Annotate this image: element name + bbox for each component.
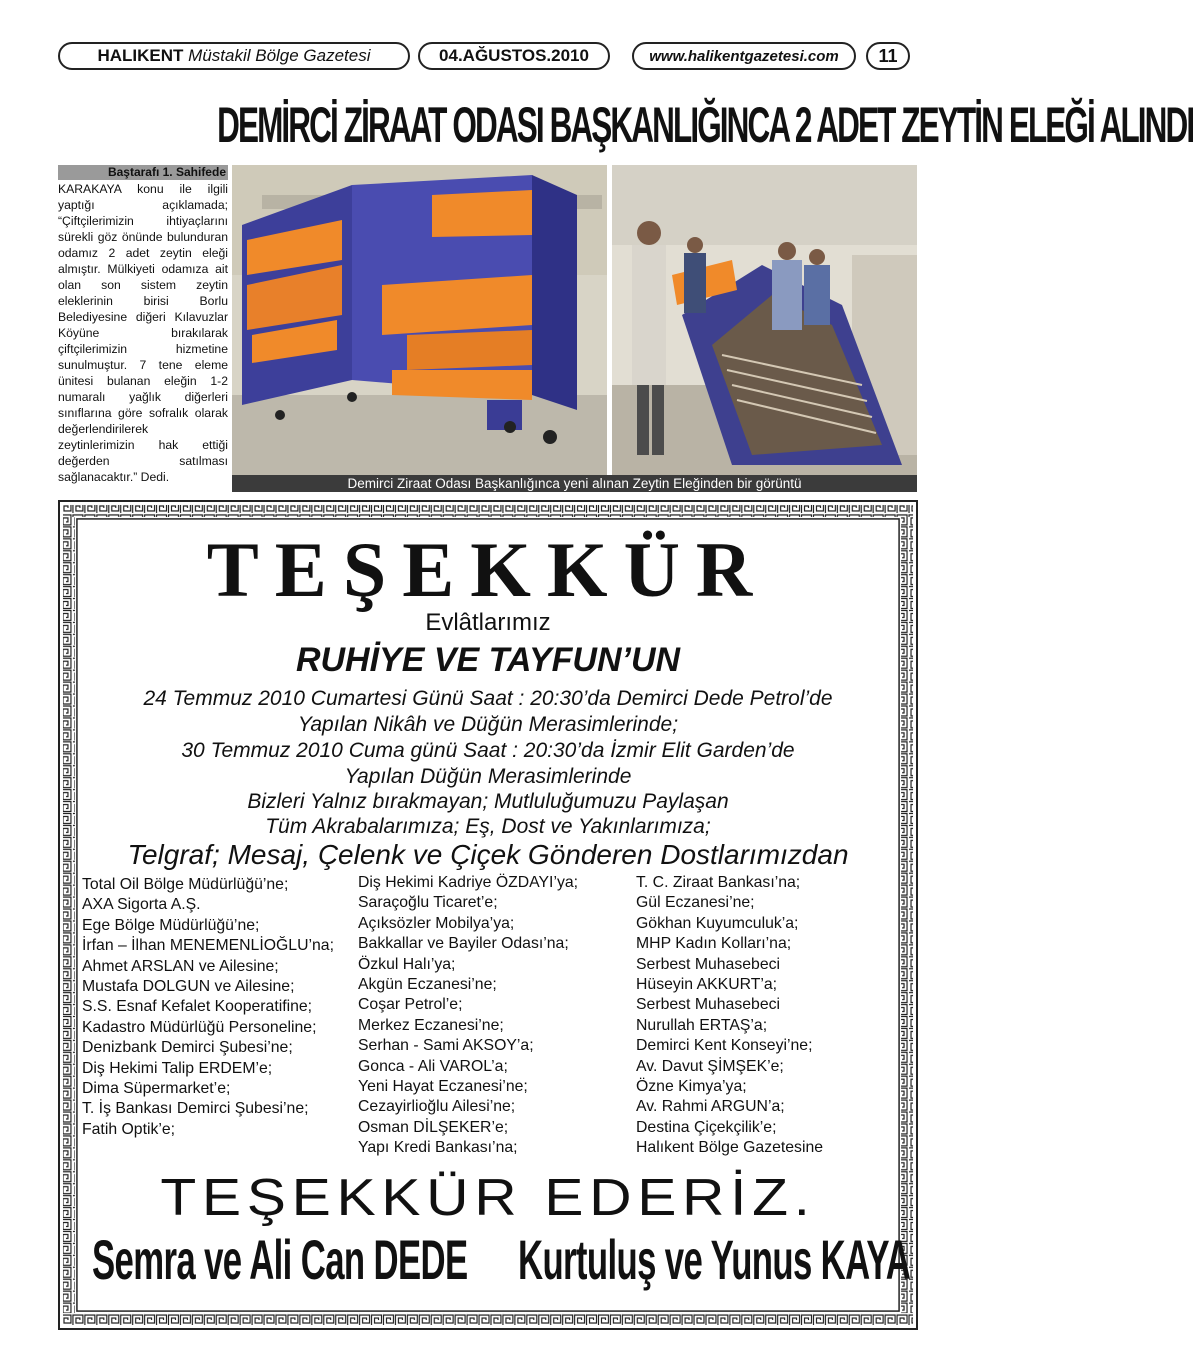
sender-entry: T. C. Ziraat Bankası’na; xyxy=(636,874,801,891)
sender-entry: Yapı Kredi Bankası’na; xyxy=(358,1139,518,1157)
page-number: 11 xyxy=(878,45,898,66)
sender-entry: Yeni Hayat Eczanesi’ne; xyxy=(358,1078,528,1096)
page-number-pill xyxy=(866,42,910,70)
sender-entry: Kadastro Müdürlüğü Personeline; xyxy=(82,1018,317,1036)
headline: DEMİRCİ ZİRAAT ODASI BAŞKANLIĞINCA 2 ADET ZEYTİN ELEĞİ ALINDI xyxy=(217,97,1193,153)
sender-entry: AXA Sigorta A.Ş. xyxy=(82,896,201,914)
ad-line-children: Evlâtlarımız xyxy=(425,609,551,636)
sender-entry: Diş Hekimi Kadriye ÖZDAYI’ya; xyxy=(358,874,579,891)
ad-line-thanks-1: Bizleri Yalnız bırakmayan; Mutluluğumuzu Paylaşan xyxy=(247,790,729,813)
olive-sieve-machine-photo xyxy=(232,165,607,475)
issue-date: 04.AĞUSTOS.2010 xyxy=(439,46,589,65)
sender-entry: Akgün Eczanesi’ne; xyxy=(358,976,497,994)
sender-entry: Serbest Muhasebeci xyxy=(636,955,781,973)
sender-entry: Açıksözler Mobilya’ya; xyxy=(358,914,515,932)
sender-entry: Serbest Muhasebeci xyxy=(636,996,781,1014)
senders-column-2 xyxy=(358,873,578,1159)
sender-entry: Mustafa DOLGUN ve Ailesine; xyxy=(82,978,295,996)
paper-subtitle: Müstakil Bölge Gazetesi xyxy=(188,46,371,65)
sender-entry: S.S. Esnaf Kefalet Kooperatifine; xyxy=(82,998,313,1016)
signature-right: Kurtuluş ve Yunus KAYA xyxy=(518,1228,911,1291)
sender-entry: Coşar Petrol’e; xyxy=(358,996,463,1014)
sender-entry: Ege Bölge Müdürlüğü’ne; xyxy=(82,916,260,934)
ad-line-wedding-3: 30 Temmuz 2010 Cuma günü Saat : 20:30’da İzmir Elit Garden’de xyxy=(181,739,795,762)
people-with-sieve-photo xyxy=(612,165,917,475)
sender-entry: Özkul Halı’ya; xyxy=(358,955,456,973)
sender-entry: Ahmet ARSLAN ve Ailesine; xyxy=(82,957,279,975)
sender-entry: Özne Kimya’ya; xyxy=(636,1078,747,1096)
sender-entry: Bakkallar ve Bayiler Odası’na; xyxy=(358,935,569,953)
sender-entry: Cezayirlioğlu Ailesi’ne; xyxy=(358,1098,516,1116)
sender-entry: Destina Çiçekçilik’e; xyxy=(636,1118,777,1136)
website-pill xyxy=(632,42,856,70)
date-pill xyxy=(418,42,610,70)
continued-label: Baştarafı 1. Sahifede xyxy=(58,165,228,180)
sender-entry: Osman DİLŞEKER’e; xyxy=(358,1118,509,1136)
sender-entry: Gökhan Kuyumculuk’a; xyxy=(636,914,799,932)
article-body: KARAKAYA konu ile ilgili yaptığı açıklamada; “Çiftçilerimizin ihtiyaçlarını sürekli göz önünde bulunduran odamız 2 adet zeytin eleği almıştır. Mülkiyeti odamıza ait olan son sistem zeytin eleklerinin birisi Borlu Belediyesine diğeri Kılavuzlar Köyüne bırakılarak çiftçilerimizin hizmetine sunulmuştur. 7 tene eleme ünitesi bulanan eleğin 1-2 numaralı yağlık diğerleri sınıflarına göre sofralık olarak değerlendirilerek zeytinlerimizin hak ettiği değerden satılması sağlanacaktır.” Dedi. xyxy=(58,182,228,484)
ad-line-thanks-2: Tüm Akrabalarımıza; Eş, Dost ve Yakınlarımıza; xyxy=(265,815,711,838)
sender-entry: İrfan – İlhan MENEMENLİOĞLU’na; xyxy=(82,937,334,955)
sender-entry: Gonca - Ali VAROL’a; xyxy=(358,1057,508,1075)
senders-column-1 xyxy=(82,875,334,1140)
senders-column-3 xyxy=(636,873,823,1159)
sender-entry: Serhan - Sami AKSOY’a; xyxy=(358,1037,534,1055)
sender-entry: Av. Davut ŞİMŞEK’e; xyxy=(636,1057,784,1075)
sender-entry: Demirci Kent Konseyi’ne; xyxy=(636,1037,813,1055)
sender-entry: Nurullah ERTAŞ’a; xyxy=(636,1016,768,1034)
sender-entry: Diş Hekimi Talip ERDEM’e; xyxy=(82,1059,273,1077)
sender-entry: Gül Eczanesi’ne; xyxy=(636,894,755,912)
ad-line-wedding-4: Yapılan Düğün Merasimlerinde xyxy=(344,765,632,788)
sender-entry: Merkez Eczanesi’ne; xyxy=(358,1016,504,1034)
website-url: www.halikentgazetesi.com xyxy=(649,47,839,65)
ad-line-wedding-1: 24 Temmuz 2010 Cumartesi Günü Saat : 20:30’da Demirci Dede Petrol’de xyxy=(143,687,833,710)
sender-entry: Denizbank Demirci Şubesi’ne; xyxy=(82,1039,293,1057)
signature-left: Semra ve Ali Can DEDE xyxy=(92,1228,468,1291)
sender-entry: Fatih Optik’e; xyxy=(82,1120,176,1138)
sender-entry: Total Oil Bölge Müdürlüğü’ne; xyxy=(82,876,289,893)
photo-caption: Demirci Ziraat Odası Başkanlığınca yeni alınan Zeytin Eleğinden bir görüntü xyxy=(232,475,917,492)
sender-entry: Dima Süpermarket’e; xyxy=(82,1080,231,1098)
ad-couple-names: RUHİYE VE TAYFUN’UN xyxy=(295,641,681,679)
paper-name-pill xyxy=(58,42,410,70)
ad-line-senders: Telgraf; Mesaj, Çelenk ve Çiçek Gönderen Dostlarımızdan xyxy=(127,839,849,870)
article xyxy=(58,165,228,485)
sender-entry: T. İş Bankası Demirci Şubesi’ne; xyxy=(82,1100,309,1118)
sender-entry: Av. Rahmi ARGUN’a; xyxy=(636,1098,785,1116)
ad-line-wedding-2: Yapılan Nikâh ve Düğün Merasimlerinde; xyxy=(297,713,679,736)
sender-entry: Hüseyin AKKURT’a; xyxy=(636,976,778,994)
sender-entry: MHP Kadın Kolları’na; xyxy=(636,935,792,953)
thank-you-title: TEŞEKKÜR xyxy=(206,526,769,613)
sender-entry: Saraçoğlu Ticaret’e; xyxy=(358,894,498,912)
closing-thanks: TEŞEKKÜR EDERİZ. xyxy=(160,1169,816,1227)
paper-name: HALIKENT xyxy=(97,46,184,65)
sender-entry: Halıkent Bölge Gazetesine xyxy=(636,1139,824,1157)
